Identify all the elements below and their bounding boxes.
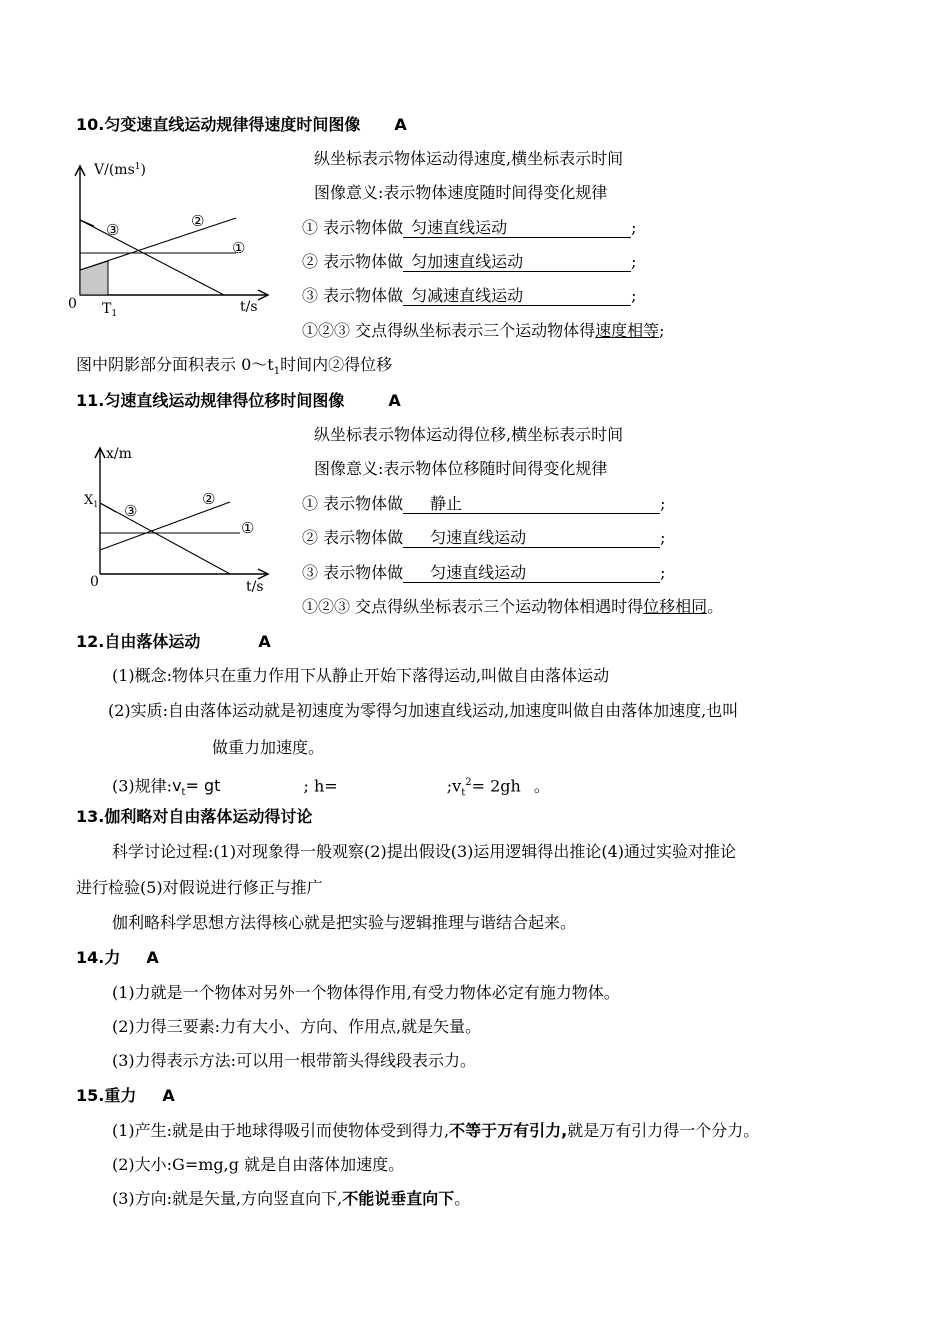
s11-axes-desc: 纵坐标表示物体运动得位移,横坐标表示时间 [314,425,624,444]
s13-process-cont: 进行检验(5)对假说进行修正与推广 [76,878,323,897]
s15-p2: (2)大小:G=mg,g 就是自由落体加速度。 [112,1155,405,1174]
s12-essence: (2)实质:自由落体运动就是初速度为零得匀加速直线运动,加速度叫做自由落体加速度,也叫 [108,701,739,720]
x-axis-label: t/s [240,299,258,315]
line-2-label: ② [202,490,216,508]
section-15-title: 15.重力 A [76,1086,175,1105]
s15-p1: (1)产生:就是由于地球得吸引而使物体受到得力,不等于万有引力,就是万有引力得一个分力。 [112,1121,760,1140]
line-3-label: ③ [124,502,138,520]
s10-shaded-note: 图中阴影部分面积表示 $0\sim t_1$时间内②得位移 [76,355,393,378]
position-time-graph [80,440,275,600]
line-1-label: ① [232,239,246,257]
s12-concept: (1)概念:物体只在重力作用下从静止开始下落得运动,叫做自由落体运动 [112,666,610,685]
s11-intersect: ①②③ 交点得纵坐标表示三个运动物体相遇时得位移相同。 [302,597,724,616]
s12-essence-cont: 做重力加速度。 [212,738,325,757]
s10-line-1-desc: ① 表示物体做 匀速直线运动 ; [302,218,637,237]
s10-meaning: 图像意义:表示物体速度随时间得变化规律 [314,183,608,202]
origin-label: 0 [90,574,99,590]
s13-process: 科学讨论过程:(1)对现象得一般观察(2)提出假设(3)运用逻辑得出推论(4)通过实验对推论 [112,842,737,861]
t1-label: $T_1$ [102,301,118,319]
section-12-title: 12.自由落体运动 A [76,632,271,651]
s11-meaning: 图像意义:表示物体位移随时间得变化规律 [314,459,608,478]
origin-label: 0 [68,296,77,312]
s11-line-1-desc: ① 表示物体做 静止 ; [302,494,666,513]
y-axis-label: x/m [106,446,132,462]
s14-p3: (3)力得表示方法:可以用一根带箭头得线段表示力。 [112,1051,477,1070]
s14-p1: (1)力就是一个物体对另外一个物体得作用,有受力物体必定有施力物体。 [112,983,620,1002]
x1-label: $X_1$ [84,493,99,509]
section-14-title: 14.力 A [76,948,159,967]
velocity-time-graph [64,160,279,320]
s10-axes-desc: 纵坐标表示物体运动得速度,横坐标表示时间 [314,149,624,168]
s10-intersect: ①②③ 交点得纵坐标表示三个运动物体得速度相等; [302,321,665,340]
line-3-label: ③ [106,221,120,239]
s10-line-2-desc: ② 表示物体做 匀加速直线运动 ; [302,252,637,271]
s14-p2: (2)力得三要素:力有大小、方向、作用点,就是矢量。 [112,1017,482,1036]
x-axis-label: t/s [246,579,264,595]
s10-line-3-desc: ③ 表示物体做 匀减速直线运动 ; [302,286,637,305]
s11-line-3-desc: ③ 表示物体做 匀速直线运动 ; [302,563,666,582]
s13-core: 伽利略科学思想方法得核心就是把实验与逻辑推理与谐结合起来。 [112,913,577,932]
section-11-title: 11.匀速直线运动规律得位移时间图像 A [76,391,401,410]
s12-laws: (3)规律$:v_t=$ gt ; $h= ;v_t^2= 2gh$ 。 [112,776,550,799]
section-10-title: 10.匀变速直线运动规律得速度时间图像 A [76,115,407,134]
line-2-label: ② [191,212,205,230]
y-axis-label: $V/(ms^1)$ [94,162,146,178]
line-1-label: ① [241,519,255,537]
section-13-title: 13.伽利略对自由落体运动得讨论 [76,807,313,826]
s15-p3: (3)方向:就是矢量,方向竖直向下,不能说垂直向下。 [112,1189,471,1208]
s11-line-2-desc: ② 表示物体做 匀速直线运动 ; [302,528,666,547]
